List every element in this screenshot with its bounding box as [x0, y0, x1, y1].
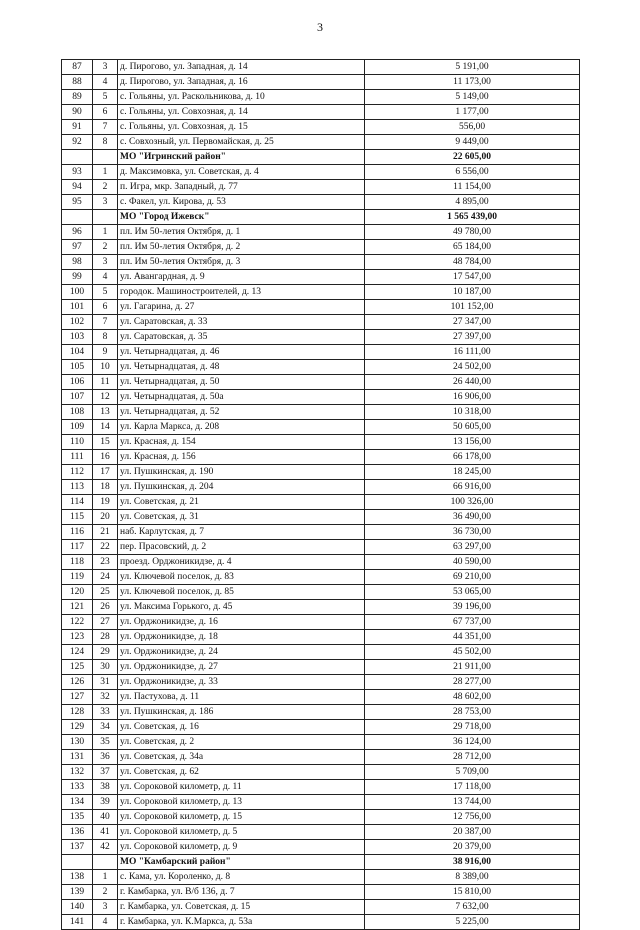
row-number-cell: 138	[62, 870, 93, 885]
table-row	[62, 165, 580, 180]
sub-number-cell: 15	[93, 435, 118, 450]
sub-number-cell: 3	[93, 60, 118, 75]
amount-cell: 39 196,00	[365, 600, 580, 615]
sub-number-cell: 32	[93, 690, 118, 705]
sub-number-cell: 2	[93, 180, 118, 195]
amount-cell: 50 605,00	[365, 420, 580, 435]
sub-number-cell: 2	[93, 240, 118, 255]
sub-number-cell: 33	[93, 705, 118, 720]
section-header-row	[62, 150, 580, 165]
address-cell: МО "Камбарский район"	[118, 855, 365, 870]
amount-cell: 1 565 439,00	[365, 210, 580, 225]
sub-number-cell: 11	[93, 375, 118, 390]
address-cell: ул. Орджоникидзе, д. 24	[118, 645, 365, 660]
sub-number-cell: 9	[93, 345, 118, 360]
table-row	[62, 570, 580, 585]
sub-number-cell: 5	[93, 285, 118, 300]
amount-cell: 17 547,00	[365, 270, 580, 285]
amount-cell: 49 780,00	[365, 225, 580, 240]
address-cell: городок. Машиностроителей, д. 13	[118, 285, 365, 300]
address-cell: с. Гольяны, ул. Совхозная, д. 15	[118, 120, 365, 135]
address-cell: МО "Игринский район"	[118, 150, 365, 165]
table-row	[62, 915, 580, 930]
amount-cell: 48 784,00	[365, 255, 580, 270]
address-cell: ул. Сороковой километр, д. 13	[118, 795, 365, 810]
table-row	[62, 495, 580, 510]
amount-cell: 36 490,00	[365, 510, 580, 525]
table-row	[62, 420, 580, 435]
sub-number-cell: 12	[93, 390, 118, 405]
row-number-cell: 111	[62, 450, 93, 465]
address-cell: ул. Советская, д. 21	[118, 495, 365, 510]
table-row	[62, 60, 580, 75]
sub-number-cell: 6	[93, 300, 118, 315]
table-row	[62, 540, 580, 555]
amount-cell: 16 906,00	[365, 390, 580, 405]
sub-number-cell: 3	[93, 900, 118, 915]
table-row	[62, 195, 580, 210]
address-cell: ул. Пушкинская, д. 186	[118, 705, 365, 720]
address-cell: ул. Сороковой километр, д. 15	[118, 810, 365, 825]
table-row	[62, 105, 580, 120]
amount-cell: 67 737,00	[365, 615, 580, 630]
address-cell: ул. Орджоникидзе, д. 18	[118, 630, 365, 645]
sub-number-cell: 6	[93, 105, 118, 120]
amount-cell: 36 124,00	[365, 735, 580, 750]
sub-number-cell: 39	[93, 795, 118, 810]
address-cell: с. Гольяны, ул. Раскольникова, д. 10	[118, 90, 365, 105]
address-cell: ул. Ключевой поселок, д. 83	[118, 570, 365, 585]
row-number-cell: 98	[62, 255, 93, 270]
address-cell: д. Пирогово, ул. Западная, д. 16	[118, 75, 365, 90]
amount-cell: 13 156,00	[365, 435, 580, 450]
sub-number-cell: 16	[93, 450, 118, 465]
row-number-cell: 130	[62, 735, 93, 750]
sub-number-cell: 35	[93, 735, 118, 750]
row-number-cell: 112	[62, 465, 93, 480]
row-number-cell: 105	[62, 360, 93, 375]
sub-number-cell: 1	[93, 225, 118, 240]
row-number-cell: 109	[62, 420, 93, 435]
address-cell: г. Камбарка, ул. Советская, д. 15	[118, 900, 365, 915]
row-number-cell: 135	[62, 810, 93, 825]
table-row	[62, 615, 580, 630]
table-row	[62, 555, 580, 570]
amount-cell: 22 605,00	[365, 150, 580, 165]
amount-cell: 69 210,00	[365, 570, 580, 585]
row-number-cell: 94	[62, 180, 93, 195]
address-cell: МО "Город Ижевск"	[118, 210, 365, 225]
amount-cell: 36 730,00	[365, 525, 580, 540]
table-row	[62, 585, 580, 600]
row-number-cell: 89	[62, 90, 93, 105]
row-number-cell: 108	[62, 405, 93, 420]
address-cell: ул. Пастухова, д. 11	[118, 690, 365, 705]
sub-number-cell: 28	[93, 630, 118, 645]
amount-cell: 8 389,00	[365, 870, 580, 885]
table-row	[62, 75, 580, 90]
amount-cell: 29 718,00	[365, 720, 580, 735]
amount-cell: 66 916,00	[365, 480, 580, 495]
address-cell: г. Камбарка, ул. К.Маркса, д. 53а	[118, 915, 365, 930]
table-row	[62, 510, 580, 525]
sub-number-cell: 30	[93, 660, 118, 675]
sub-number-cell	[93, 150, 118, 165]
address-cell: ул. Красная, д. 156	[118, 450, 365, 465]
sub-number-cell: 8	[93, 135, 118, 150]
amount-cell: 28 277,00	[365, 675, 580, 690]
row-number-cell	[62, 150, 93, 165]
amount-cell: 16 111,00	[365, 345, 580, 360]
table-row	[62, 525, 580, 540]
address-cell: ул. Четырнадцатая, д. 50	[118, 375, 365, 390]
address-cell: пл. Им 50-летия Октября, д. 1	[118, 225, 365, 240]
table-row	[62, 735, 580, 750]
sub-number-cell: 4	[93, 915, 118, 930]
amount-cell: 27 397,00	[365, 330, 580, 345]
table-row	[62, 870, 580, 885]
amount-cell: 15 810,00	[365, 885, 580, 900]
table-row	[62, 285, 580, 300]
amount-cell: 11 173,00	[365, 75, 580, 90]
address-cell: ул. Карла Маркса, д. 208	[118, 420, 365, 435]
table-row	[62, 375, 580, 390]
row-number-cell: 125	[62, 660, 93, 675]
amount-cell: 20 379,00	[365, 840, 580, 855]
row-number-cell: 95	[62, 195, 93, 210]
sub-number-cell: 34	[93, 720, 118, 735]
sub-number-cell: 20	[93, 510, 118, 525]
table-row	[62, 135, 580, 150]
address-cell: с. Кама, ул. Короленко, д. 8	[118, 870, 365, 885]
sub-number-cell: 5	[93, 90, 118, 105]
table-row	[62, 270, 580, 285]
row-number-cell: 120	[62, 585, 93, 600]
row-number-cell: 129	[62, 720, 93, 735]
table-row	[62, 660, 580, 675]
table-body	[62, 60, 580, 930]
row-number-cell: 113	[62, 480, 93, 495]
table-row	[62, 795, 580, 810]
amount-cell: 28 712,00	[365, 750, 580, 765]
table-row	[62, 630, 580, 645]
table-row	[62, 810, 580, 825]
sub-number-cell: 2	[93, 885, 118, 900]
amount-cell: 101 152,00	[365, 300, 580, 315]
row-number-cell: 127	[62, 690, 93, 705]
amount-cell: 4 895,00	[365, 195, 580, 210]
amount-cell: 65 184,00	[365, 240, 580, 255]
sub-number-cell: 25	[93, 585, 118, 600]
amount-cell: 12 756,00	[365, 810, 580, 825]
address-table	[61, 59, 580, 930]
table-row	[62, 840, 580, 855]
address-cell: наб. Карлутская, д. 7	[118, 525, 365, 540]
address-cell: ул. Ключевой поселок, д. 85	[118, 585, 365, 600]
address-cell: с. Гольяны, ул. Совхозная, д. 14	[118, 105, 365, 120]
sub-number-cell: 42	[93, 840, 118, 855]
address-cell: ул. Орджоникидзе, д. 27	[118, 660, 365, 675]
table-row	[62, 225, 580, 240]
table-row	[62, 765, 580, 780]
section-header-row	[62, 210, 580, 225]
sub-number-cell: 10	[93, 360, 118, 375]
address-cell: ул. Четырнадцатая, д. 46	[118, 345, 365, 360]
sub-number-cell: 21	[93, 525, 118, 540]
sub-number-cell: 1	[93, 870, 118, 885]
address-cell: ул. Пушкинская, д. 190	[118, 465, 365, 480]
address-cell: ул. Сороковой километр, д. 9	[118, 840, 365, 855]
sub-number-cell: 29	[93, 645, 118, 660]
address-cell: пл. Им 50-летия Октября, д. 3	[118, 255, 365, 270]
sub-number-cell: 31	[93, 675, 118, 690]
table-row	[62, 825, 580, 840]
row-number-cell: 97	[62, 240, 93, 255]
amount-cell: 7 632,00	[365, 900, 580, 915]
row-number-cell: 90	[62, 105, 93, 120]
table-row	[62, 690, 580, 705]
address-cell: ул. Сороковой километр, д. 11	[118, 780, 365, 795]
table-row	[62, 300, 580, 315]
address-cell: ул. Четырнадцатая, д. 52	[118, 405, 365, 420]
table-row	[62, 390, 580, 405]
table-row	[62, 675, 580, 690]
table-row	[62, 600, 580, 615]
amount-cell: 5 149,00	[365, 90, 580, 105]
row-number-cell: 114	[62, 495, 93, 510]
row-number-cell: 103	[62, 330, 93, 345]
address-cell: ул. Четырнадцатая, д. 48	[118, 360, 365, 375]
table-row	[62, 240, 580, 255]
table-row	[62, 255, 580, 270]
amount-cell: 24 502,00	[365, 360, 580, 375]
amount-cell: 27 347,00	[365, 315, 580, 330]
address-cell: ул. Советская, д. 16	[118, 720, 365, 735]
row-number-cell: 88	[62, 75, 93, 90]
row-number-cell: 140	[62, 900, 93, 915]
amount-cell: 10 187,00	[365, 285, 580, 300]
table-row	[62, 90, 580, 105]
row-number-cell: 107	[62, 390, 93, 405]
amount-cell: 38 916,00	[365, 855, 580, 870]
table-row	[62, 120, 580, 135]
row-number-cell: 137	[62, 840, 93, 855]
table-row	[62, 330, 580, 345]
amount-cell: 11 154,00	[365, 180, 580, 195]
row-number-cell: 134	[62, 795, 93, 810]
amount-cell: 10 318,00	[365, 405, 580, 420]
row-number-cell: 126	[62, 675, 93, 690]
address-cell: ул. Советская, д. 62	[118, 765, 365, 780]
amount-cell: 1 177,00	[365, 105, 580, 120]
sub-number-cell: 36	[93, 750, 118, 765]
amount-cell: 13 744,00	[365, 795, 580, 810]
page-number: 3	[317, 20, 323, 34]
row-number-cell: 104	[62, 345, 93, 360]
amount-cell: 6 556,00	[365, 165, 580, 180]
row-number-cell: 132	[62, 765, 93, 780]
table-row	[62, 705, 580, 720]
table-row	[62, 360, 580, 375]
sub-number-cell	[93, 210, 118, 225]
table-row	[62, 465, 580, 480]
sub-number-cell: 40	[93, 810, 118, 825]
sub-number-cell: 8	[93, 330, 118, 345]
amount-cell: 63 297,00	[365, 540, 580, 555]
address-cell: с. Факел, ул. Кирова, д. 53	[118, 195, 365, 210]
row-number-cell: 110	[62, 435, 93, 450]
amount-cell: 5 225,00	[365, 915, 580, 930]
amount-cell: 18 245,00	[365, 465, 580, 480]
address-cell: п. Игра, мкр. Западный, д. 77	[118, 180, 365, 195]
address-cell: ул. Максима Горького, д. 45	[118, 600, 365, 615]
table-row	[62, 315, 580, 330]
sub-number-cell: 18	[93, 480, 118, 495]
amount-cell: 556,00	[365, 120, 580, 135]
address-cell: ул. Саратовская, д. 33	[118, 315, 365, 330]
table-row	[62, 645, 580, 660]
table-row	[62, 405, 580, 420]
row-number-cell: 128	[62, 705, 93, 720]
sub-number-cell: 37	[93, 765, 118, 780]
section-header-row	[62, 855, 580, 870]
amount-cell: 28 753,00	[365, 705, 580, 720]
row-number-cell: 116	[62, 525, 93, 540]
address-cell: ул. Орджоникидзе, д. 16	[118, 615, 365, 630]
row-number-cell: 100	[62, 285, 93, 300]
row-number-cell: 101	[62, 300, 93, 315]
address-cell: ул. Советская, д. 2	[118, 735, 365, 750]
amount-cell: 44 351,00	[365, 630, 580, 645]
row-number-cell: 124	[62, 645, 93, 660]
sub-number-cell	[93, 855, 118, 870]
table-row	[62, 750, 580, 765]
amount-cell: 66 178,00	[365, 450, 580, 465]
sub-number-cell: 1	[93, 165, 118, 180]
address-cell: ул. Сороковой километр, д. 5	[118, 825, 365, 840]
amount-cell: 40 590,00	[365, 555, 580, 570]
sub-number-cell: 7	[93, 120, 118, 135]
sub-number-cell: 19	[93, 495, 118, 510]
amount-cell: 53 065,00	[365, 585, 580, 600]
address-cell: ул. Гагарина, д. 27	[118, 300, 365, 315]
row-number-cell: 133	[62, 780, 93, 795]
sub-number-cell: 13	[93, 405, 118, 420]
sub-number-cell: 17	[93, 465, 118, 480]
address-cell: пл. Им 50-летия Октября, д. 2	[118, 240, 365, 255]
amount-cell: 20 387,00	[365, 825, 580, 840]
row-number-cell: 92	[62, 135, 93, 150]
row-number-cell: 119	[62, 570, 93, 585]
address-cell: ул. Авангардная, д. 9	[118, 270, 365, 285]
sub-number-cell: 7	[93, 315, 118, 330]
amount-cell: 21 911,00	[365, 660, 580, 675]
sub-number-cell: 4	[93, 270, 118, 285]
address-cell: ул. Четырнадцатая, д. 50а	[118, 390, 365, 405]
row-number-cell: 99	[62, 270, 93, 285]
amount-cell: 48 602,00	[365, 690, 580, 705]
row-number-cell: 106	[62, 375, 93, 390]
amount-cell: 9 449,00	[365, 135, 580, 150]
table-row	[62, 480, 580, 495]
address-cell: д. Максимовка, ул. Советская, д. 4	[118, 165, 365, 180]
table-row	[62, 435, 580, 450]
amount-cell: 26 440,00	[365, 375, 580, 390]
row-number-cell: 96	[62, 225, 93, 240]
address-cell: ул. Орджоникидзе, д. 33	[118, 675, 365, 690]
table-row	[62, 450, 580, 465]
table-row	[62, 885, 580, 900]
row-number-cell: 117	[62, 540, 93, 555]
amount-cell: 45 502,00	[365, 645, 580, 660]
row-number-cell: 93	[62, 165, 93, 180]
table-row	[62, 180, 580, 195]
table-row	[62, 720, 580, 735]
row-number-cell	[62, 855, 93, 870]
row-number-cell: 91	[62, 120, 93, 135]
row-number-cell: 141	[62, 915, 93, 930]
row-number-cell: 115	[62, 510, 93, 525]
row-number-cell: 87	[62, 60, 93, 75]
row-number-cell	[62, 210, 93, 225]
sub-number-cell: 14	[93, 420, 118, 435]
sub-number-cell: 27	[93, 615, 118, 630]
table-row	[62, 345, 580, 360]
sub-number-cell: 23	[93, 555, 118, 570]
row-number-cell: 139	[62, 885, 93, 900]
address-cell: ул. Советская, д. 34а	[118, 750, 365, 765]
sub-number-cell: 41	[93, 825, 118, 840]
address-cell: пер. Прасовский, д. 2	[118, 540, 365, 555]
address-cell: ул. Саратовская, д. 35	[118, 330, 365, 345]
row-number-cell: 123	[62, 630, 93, 645]
address-cell: ул. Пушкинская, д. 204	[118, 480, 365, 495]
table-row	[62, 900, 580, 915]
sub-number-cell: 22	[93, 540, 118, 555]
amount-cell: 100 326,00	[365, 495, 580, 510]
address-cell: ул. Советская, д. 31	[118, 510, 365, 525]
row-number-cell: 136	[62, 825, 93, 840]
address-cell: с. Совхозный, ул. Первомайская, д. 25	[118, 135, 365, 150]
address-cell: г. Камбарка, ул. В/б 136, д. 7	[118, 885, 365, 900]
sub-number-cell: 38	[93, 780, 118, 795]
row-number-cell: 121	[62, 600, 93, 615]
amount-cell: 5 191,00	[365, 60, 580, 75]
sub-number-cell: 4	[93, 75, 118, 90]
row-number-cell: 131	[62, 750, 93, 765]
row-number-cell: 102	[62, 315, 93, 330]
sub-number-cell: 3	[93, 255, 118, 270]
table-row	[62, 780, 580, 795]
sub-number-cell: 3	[93, 195, 118, 210]
amount-cell: 17 118,00	[365, 780, 580, 795]
address-cell: д. Пирогово, ул. Западная, д. 14	[118, 60, 365, 75]
amount-cell: 5 709,00	[365, 765, 580, 780]
row-number-cell: 118	[62, 555, 93, 570]
address-cell: проезд. Орджоникидзе, д. 4	[118, 555, 365, 570]
sub-number-cell: 26	[93, 600, 118, 615]
address-cell: ул. Красная, д. 154	[118, 435, 365, 450]
sub-number-cell: 24	[93, 570, 118, 585]
row-number-cell: 122	[62, 615, 93, 630]
